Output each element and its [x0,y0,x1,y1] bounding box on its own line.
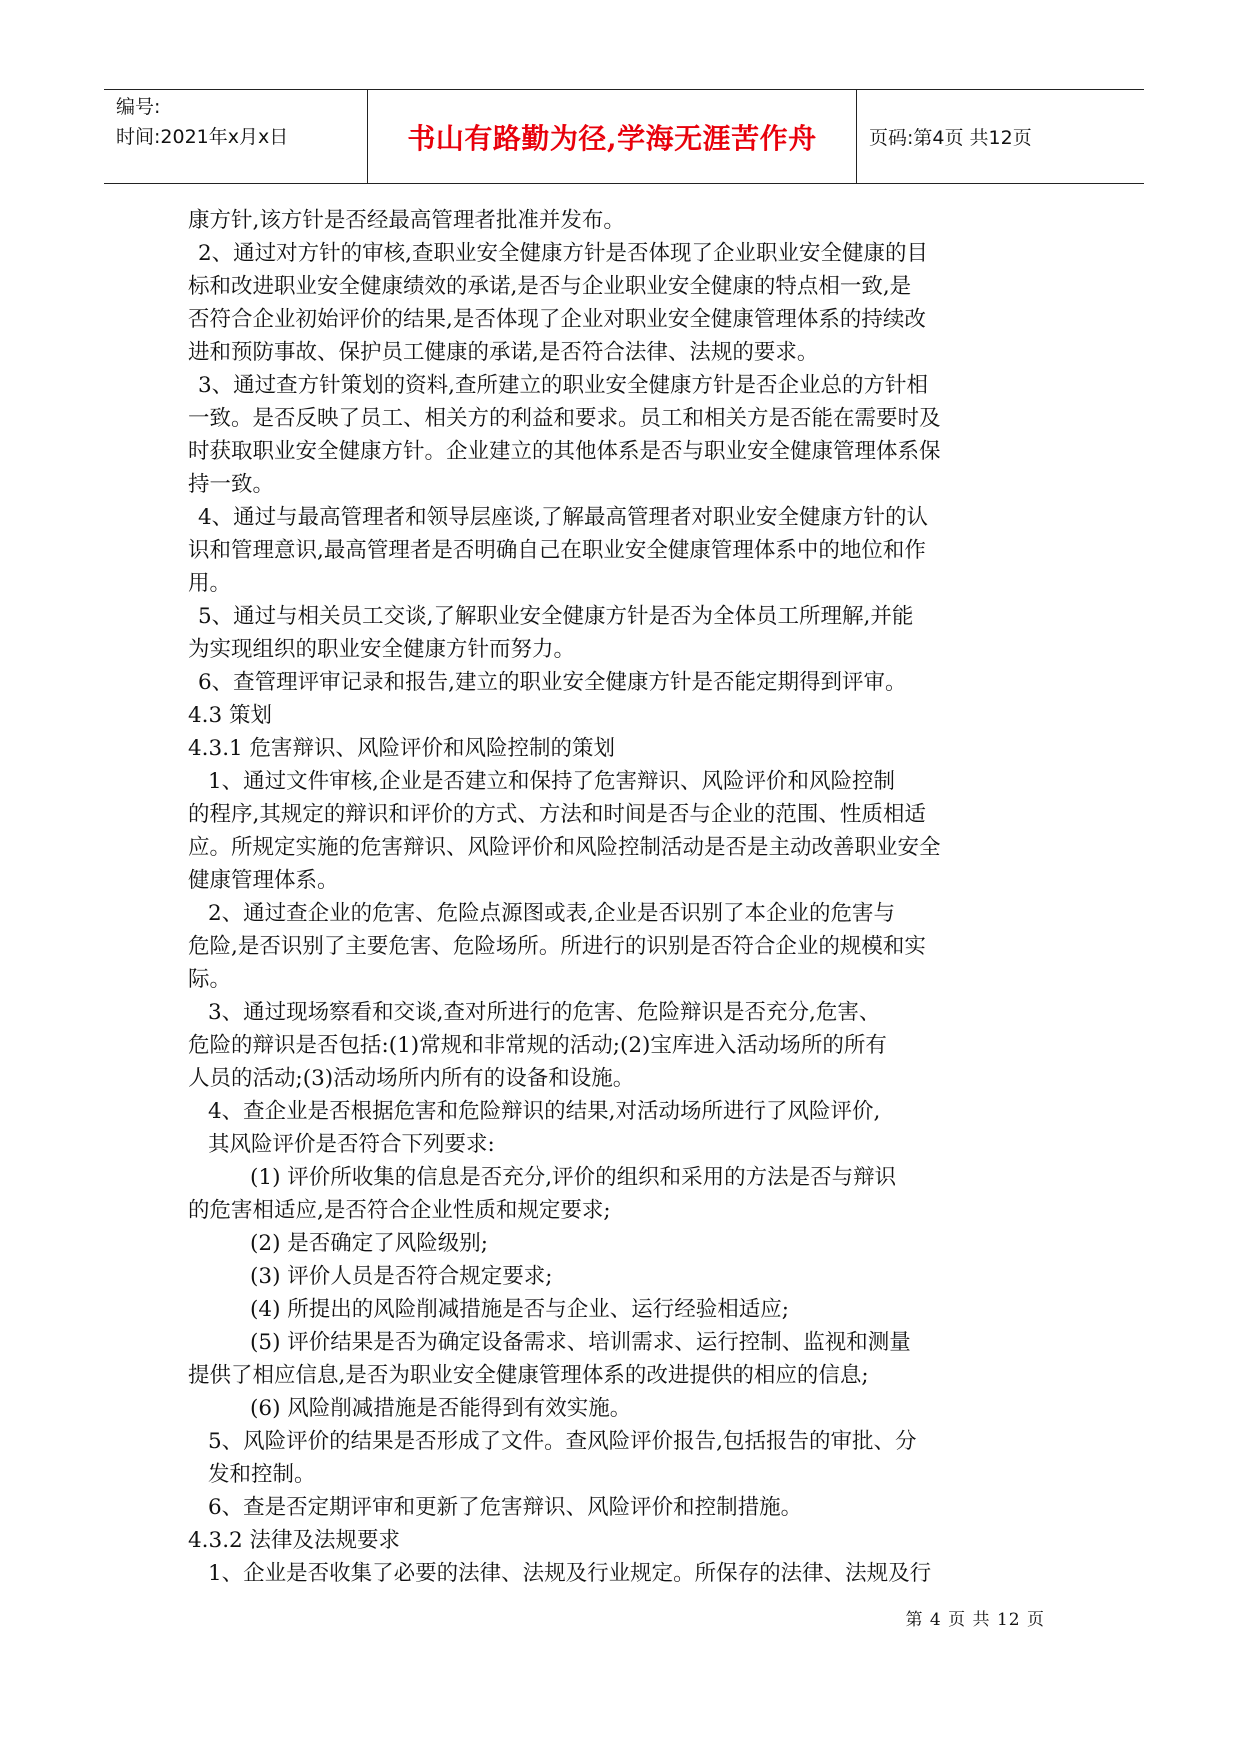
text-line: 3、通过查方针策划的资料,查所建立的职业安全健康方针是否企业总的方针相 [198,373,929,398]
text-line: 5、通过与相关员工交谈,了解职业安全健康方针是否为全体员工所理解,并能 [198,604,914,629]
text-line: 6、查管理评审记录和报告,建立的职业安全健康方针是否能定期得到评审。 [198,670,907,695]
text-line: 4.3.1 危害辩识、风险评价和风险控制的策划 [188,736,616,761]
text-line: 4、通过与最高管理者和领导层座谈,了解最高管理者对职业安全健康方针的认 [198,505,929,530]
text-line: 1、通过文件审核,企业是否建立和保持了危害辩识、风险评价和风险控制 [208,769,896,794]
text-line: 否符合企业初始评价的结果,是否体现了企业对职业安全健康管理体系的持续改 [188,307,926,332]
header-page-number: 页码:第4页 共12页 [869,127,1032,149]
text-line: 4.3.2 法律及法规要求 [188,1528,401,1553]
text-line: 进和预防事故、保护员工健康的承诺,是否符合法律、法规的要求。 [188,340,819,365]
text-line: (2) 是否确定了风险级别; [250,1231,489,1256]
text-line: 的程序,其规定的辩识和评价的方式、方法和时间是否与企业的范围、性质相适 [188,802,926,827]
text-line: 6、查是否定期评审和更新了危害辩识、风险评价和控制措施。 [208,1495,803,1520]
header-motto: 书山有路勤为径,学海无涯苦作舟 [368,90,857,183]
text-line: 的危害相适应,是否符合企业性质和规定要求; [188,1198,611,1223]
document-time-label: 时间:2021年x月x日 [116,126,289,148]
page-header [104,89,1144,184]
text-line: 标和改进职业安全健康绩效的承诺,是否与企业职业安全健康的特点相一致,是 [188,274,912,299]
text-line: 2、通过对方针的审核,查职业安全健康方针是否体现了企业职业安全健康的目 [198,241,929,266]
text-line: 应。所规定实施的危害辩识、风险评价和风险控制活动是否是主动改善职业安全 [188,835,941,860]
text-line: 发和控制。 [208,1462,316,1487]
header-meta [104,90,368,183]
text-line: 危险,是否识别了主要危害、危险场所。所进行的识别是否符合企业的规模和实 [188,934,926,959]
text-line: 1、企业是否收集了必要的法律、法规及行业规定。所保存的法律、法规及行 [208,1561,932,1586]
document-body [188,204,1048,1590]
text-line: 一致。是否反映了员工、相关方的利益和要求。员工和相关方是否能在需要时及 [188,406,941,431]
text-line: 用。 [188,571,232,596]
text-line: 4.3 策划 [188,703,273,728]
text-line: (4) 所提出的风险削减措施是否与企业、运行经验相适应; [250,1297,790,1322]
page-footer: 第 4 页 共 12 页 [905,1610,1045,1630]
text-line: 持一致。 [188,472,275,497]
text-line: 其风险评价是否符合下列要求: [208,1132,495,1157]
text-line: (6) 风险削减措施是否能得到有效实施。 [250,1396,632,1421]
text-line: 人员的活动;(3)活动场所内所有的设备和设施。 [188,1066,635,1091]
text-line: 4、查企业是否根据危害和危险辩识的结果,对活动场所进行了风险评价, [208,1099,881,1124]
text-line: (3) 评价人员是否符合规定要求; [250,1264,553,1289]
text-line: 5、风险评价的结果是否形成了文件。查风险评价报告,包括报告的审批、分 [208,1429,917,1454]
text-line: 时获取职业安全健康方针。企业建立的其他体系是否与职业安全健康管理体系保 [188,439,941,464]
text-line: 2、通过查企业的危害、危险点源图或表,企业是否识别了本企业的危害与 [208,901,896,926]
text-line: 3、通过现场察看和交谈,查对所进行的危害、危险辩识是否充分,危害、 [208,1000,881,1025]
text-line: 危险的辩识是否包括:(1)常规和非常规的活动;(2)宝库进入活动场所的所有 [188,1033,887,1058]
text-line: 康方针,该方针是否经最高管理者批准并发布。 [188,208,625,233]
text-line: 提供了相应信息,是否为职业安全健康管理体系的改进提供的相应的信息; [188,1363,869,1388]
text-line: 际。 [188,967,232,992]
document-number-label: 编号: [116,96,161,118]
text-line: 健康管理体系。 [188,868,339,893]
text-line: 为实现组织的职业安全健康方针而努力。 [188,637,576,662]
text-line: (1) 评价所收集的信息是否充分,评价的组织和采用的方法是否与辩识 [250,1165,897,1190]
text-line: 识和管理意识,最高管理者是否明确自己在职业安全健康管理体系中的地位和作 [188,538,926,563]
text-line: (5) 评价结果是否为确定设备需求、培训需求、运行控制、监视和测量 [250,1330,911,1355]
